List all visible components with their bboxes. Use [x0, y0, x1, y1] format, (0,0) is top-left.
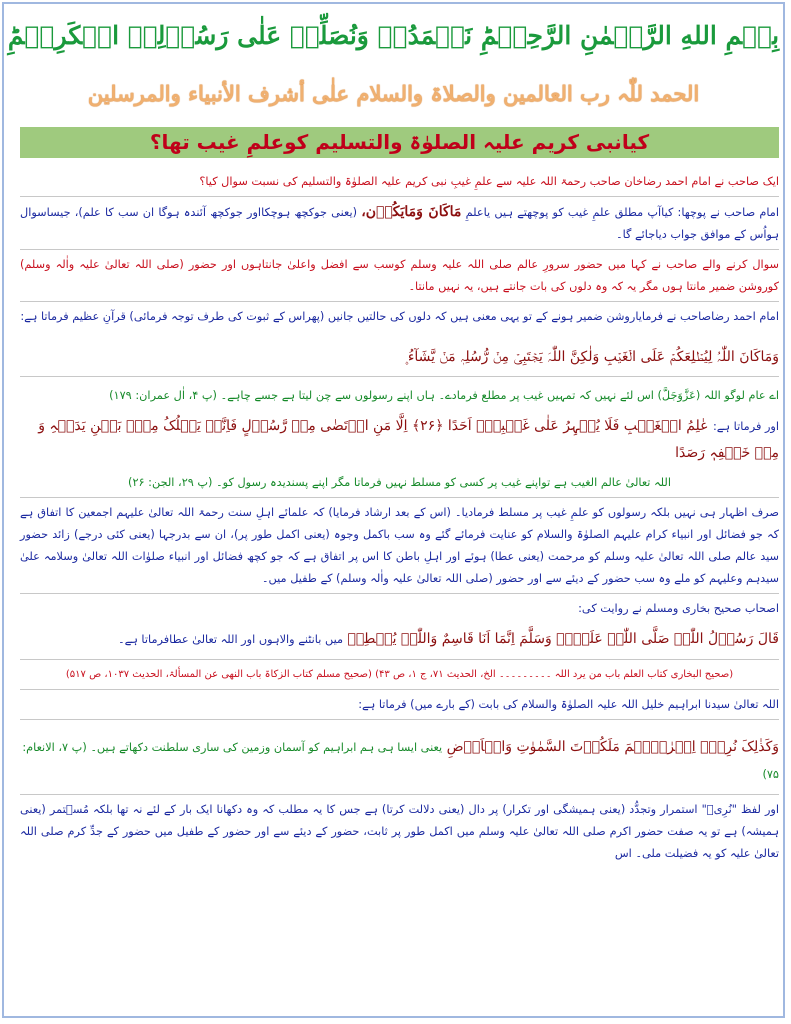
quran-verse-1: وَمَاکَانَ اللّٰہُ لِیُطۡلِعَکُمۡ عَلَی الۡغَیۡبِ وَلٰکِنَّ اللّٰہَ یَجۡتَبِیۡ مِنۡ رُّسُلِہٖ مَنۡ یَّشَآءُ ۪: [404, 349, 779, 365]
paragraph-question: ایک صاحب نے امام احمد رضاخان صاحب رحمۃ اللہ علیہ سے علمِ غیبِ نبی کریم علیہ الصلوٰۃ والتسلیم کی نسبت سوال کیا؟: [199, 175, 779, 188]
divider: [20, 593, 779, 594]
verse-2-intro: اور فرماتا ہے:: [713, 420, 779, 433]
article-body: [20, 171, 779, 867]
paragraph-consensus: صرف اظہار ہی نہیں بلکہ رسولوں کو علمِ غیب پر مسلط فرمادیا۔ (اس کے بعد ارشاد فرمایا) کہ علمائے اہلِ سنت رحمۃ اللہ تعالیٰ علیہم اجمعین کا اتفاق ہے کہ جو فضائل اور انبیاء کرام علیہم الصلوٰۃ والسلام کو عنایت فرمائے گئے وہ سب باکمل وجوہ (یعنی اکمل طور پر)، ان سے بدرجہا (یعنی کئی درجے) زائد حضور سید عالم صلی اللہ تعالیٰ علیہ وسلم کو مرحمت (یعنی عطا) ہوئے اور اہلِ باطن کا اس پر اتفاق ہے کہ جو کچھ فضائل اور انبیاء صلوٰات اللہ تعالیٰ وسلامہ علیٰ سیدہم وعلیہم کو ملے وہ سب حضور کے دیئے سے اور حضور (صلی اللہ تعالیٰ علیہ واٰلہ وسلم) کے طفیل میں۔: [20, 506, 779, 585]
divider: [20, 719, 779, 720]
divider: [20, 689, 779, 690]
paragraph-questioner: سوال کرنے والے صاحب نے کہا میں حضور سرورِ عالم صلی اللہ علیہ وسلم کوسب سے افضل واعلیٰ جانتاہوں اور حضور (صلی اللہ تعالیٰ علیہ واٰلہ وسلم) کوروشن ضمیر مانتا ہوں مگر یہ کہ وہ دلوں کی بات جانتے ہیں، یہ نہیں مانتا۔: [20, 258, 779, 293]
page-title: کیانبی کریم علیہ الصلوٰۃ والتسلیم کوعلمِ غیب تھا؟: [20, 127, 779, 158]
divider: [20, 659, 779, 660]
quran-verse-3-line: [20, 734, 779, 788]
quran-verse-2-line: [20, 413, 779, 466]
divider: [20, 196, 779, 197]
page-frame: [2, 2, 785, 1018]
quran-verse-3: وَکَذٰلِکَ نُرِیۡۤ اِبۡرٰہِیۡمَ مَلَکُوۡتَ السَّمٰوٰتِ وَالۡاَرۡضِ: [446, 739, 779, 755]
hadith-translation: میں بانٹنے والاہوں اور اللہ تعالیٰ عطافرماتا ہے۔: [117, 633, 344, 646]
paragraph-nuree-explanation: اور لفظ "نُرِیۡ" استمرار وتجدُّد (یعنی ہمیشگی اور تکرار) پر دال (یعنی دلالت کرتا) ہے جس کا یہ مطلب کہ وہ دکھانا ایک بار کے لئے نہ تھا بلکہ مُسۡتمر (یعنی ہمیشہ) ہے تو یہ صفت حضور اکرم صلی اللہ تعالیٰ علیہ وسلم میں اکمل طور پر ثابت، حضور کے دیئے سے اور حضور کے طفیل میں حضور کے جدِّ کرم صلی اللہ تعالیٰ علیہ کو یہ فضیلت ملی۔ اس: [20, 803, 779, 860]
divider: [20, 249, 779, 250]
paragraph-imam-answer: امام احمد رضاصاحب نے فرمایاروشن ضمیر ہونے کے تو یہی معنی ہیں کہ دلوں کی حالتیں جانیں (پھراس کے ثبوت کی طرف توجہ فرمائی) قرآنِ عظیم فرماتا ہے:: [20, 310, 779, 323]
divider: [20, 497, 779, 498]
quran-verse-2: عٰلِمُ الۡغَیۡبِ فَلَا یُظۡہِرُ عَلٰی غَیۡبِہٖۤ اَحَدًا ﴿۲۶﴾ اِلَّا مَنِ ارۡتَضٰی مِنۡ رَّسُوۡلٍ فَاِنَّہٗ یَسۡلُکُ مِنۡۢ بَیۡنِ یَدَیۡہِ وَ مِنۡ خَلۡفِہٖ رَصَدًا: [38, 418, 779, 461]
verse-1-translation: اے عام لوگو اللہ (عَزَّوَجَلَّ) اس لئے نہیں کہ تمہیں غیب پر مطلع فرمادے۔ ہاں اپنے رسولوں سے چن لیتا ہے جسے چاہے۔ (پ ۴، اٰل عمران: ۱۷۹): [109, 389, 779, 402]
reply-part-2: (یعنی جوکچھ ہوچکااور جوکچھ آئندہ ہوگا ان سب کا علم)، جیساسوال ہواُس کے موافق جواب دیاجائے گا۔: [20, 206, 779, 241]
hadith-text: قَالَ رَسُوۡلُ اللّٰہِ صَلَّی اللّٰہُ عَلَیۡہِ وَسَلَّمَ اِنَّمَا اَنَا قَاسِمٌ وَاللّٰہُ یُعۡطِیۡ: [347, 631, 779, 647]
bismillah-heading: بِسۡمِ اللهِ الرَّحۡمٰنِ الرَّحِیۡمِؕ نَحۡمَدُہٗ وَنُصَلِّیۡ عَلٰی رَسُوۡلِہِ الۡکَرِیۡمِؕ: [7, 21, 780, 50]
paragraph-bukhari-intro: اصحاب صحیح بخاری ومسلم نے روایت کی:: [578, 602, 779, 615]
verse-3-translation: یعنی ایسا ہی ہم ابراہیم کو آسمان وزمین کی ساری سلطنت دکھاتے ہیں۔ (پ ۷، الانعام: ۷۵): [22, 741, 779, 781]
hadith-line: [20, 626, 779, 653]
reply-part-1: امام صاحب نے پوچھا: کیاآپ مطلق علمِ غیب کو پوچھتے ہیں یاعلمِ: [465, 206, 780, 219]
divider: [20, 301, 779, 302]
hadith-reference: (صحیح البخاری کتاب العلم باب من یرد اللہ ۔۔۔۔۔۔۔۔۔ الخ، الحدیث ۷۱، ج ۱، ص ۴۳) (صحیح مسلم کتاب الزکاۃ باب النھی عن المسألۃ، الحدیث ۱۰۳۷، ص ۵۱۷): [65, 669, 734, 680]
divider: [20, 376, 779, 377]
paragraph-ibrahim-intro: اللہ تعالیٰ سیدنا ابراہیم خلیل اللہ علیہ الصلوٰۃ والسلام کی بابت (کے بارے میں) فرماتا ہے:: [358, 698, 779, 711]
verse-2-translation: اللہ تعالیٰ عالم الغیب ہے تواپنے غیب پر کسی کو مسلط نہیں فرماتا مگر اپنے پسندیدہ رسول کو۔ (پ ۲۹، الجن: ۲۶): [128, 476, 671, 489]
hamd-heading: الحمد للّٰہ رب العالمین والصلاۃ والسلام علٰی أشرف الأنبیاء والمرسلین: [87, 81, 700, 106]
reply-arabic-phrase: مَاکَانَ وَمَایَکُوۡن،: [361, 204, 462, 220]
paragraph-imam-reply: [20, 201, 779, 246]
divider: [20, 794, 779, 795]
